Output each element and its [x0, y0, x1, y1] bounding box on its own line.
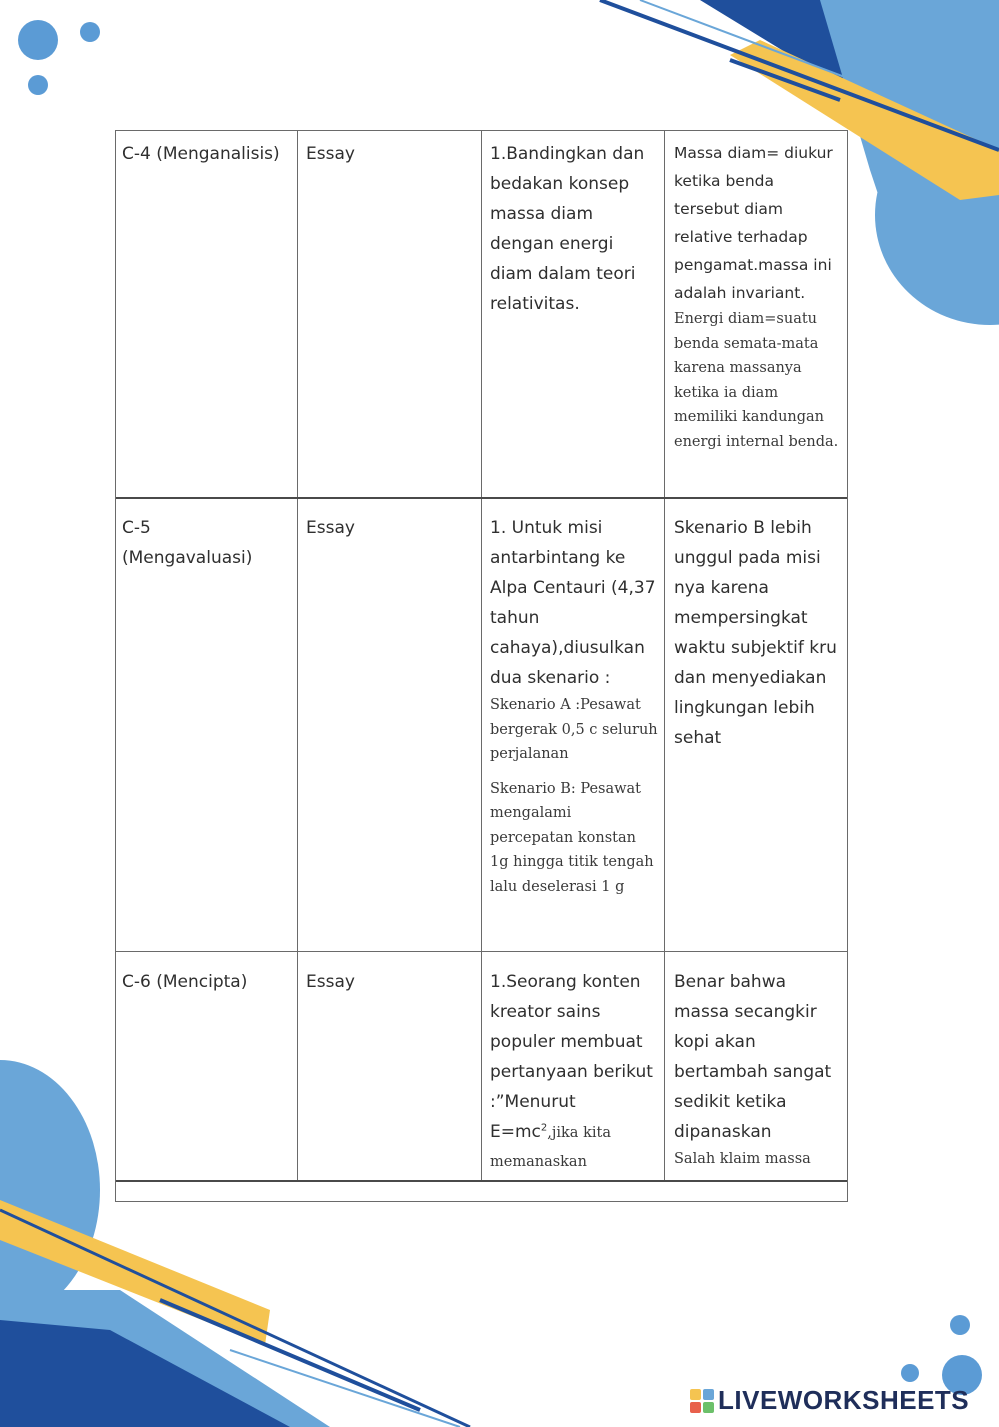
logo-text: LIVEWORKSHEETS	[718, 1385, 970, 1415]
decor-bottom-left-bubble	[0, 1060, 100, 1320]
row-divider	[116, 1180, 847, 1182]
level-cell: C-4 (Menganalisis)	[122, 144, 280, 164]
answer-cell: Skenario B lebih unggul pada misi nya karena mempersingkat waktu subjektif kru dan menyediakan lingkungan lebih sehat	[674, 518, 837, 748]
answer-rest-mass: Massa diam= diukur ketika benda tersebut diam relative terhadap pengamat.massa ini adalah invariant.	[674, 144, 833, 302]
question-cell	[490, 513, 658, 899]
question-serif-fragment: ,jika kita	[547, 1125, 611, 1141]
scenario-b: Skenario B: Pesawat mengalami percepatan konstan 1g hingga titik tengah lalu deselerasi 1 g	[490, 780, 654, 895]
logo-grid-icon	[690, 1389, 714, 1413]
type-cell: Essay	[306, 518, 355, 538]
answer-false-part: Salah klaim massa	[674, 1151, 811, 1167]
question-text: 1.Seorang konten kreator sains populer membuat pertanyaan berikut :”Menurut E=mc	[490, 972, 653, 1142]
question-text: 1. Untuk misi antarbintang ke Alpa Centauri (4,37 tahun cahaya),diusulkan dua skenario :	[490, 518, 656, 688]
decor-dot-large	[18, 20, 58, 60]
level-cell: C-6 (Mencipta)	[122, 972, 248, 992]
table-row	[116, 953, 847, 1179]
liveworksheets-logo[interactable]	[690, 1385, 969, 1416]
table-row	[116, 499, 847, 951]
table-row	[116, 131, 847, 497]
answer-rest-energy: Energi diam=suatu benda semata-mata karena massanya ketika ia diam memiliki kandungan energi internal benda.	[674, 311, 839, 450]
question-serif-continuation: memanaskan	[490, 1154, 587, 1170]
question-cell	[490, 967, 658, 1177]
decor-dot-small	[901, 1364, 919, 1382]
decor-dot-small	[950, 1315, 970, 1335]
decor-dot-small	[28, 75, 48, 95]
assessment-table	[115, 130, 848, 1202]
type-cell: Essay	[306, 972, 355, 992]
answer-cell	[674, 967, 842, 1172]
level-cell	[122, 513, 294, 573]
decor-dot-small	[80, 22, 100, 42]
level-code: C-5	[122, 518, 151, 538]
answer-true-part: Benar bahwa massa secangkir kopi akan bertambah sangat sedikit ketika dipanaskan	[674, 972, 832, 1142]
scenario-a: Skenario A :Pesawat bergerak 0,5 c seluruh perjalanan	[490, 697, 658, 762]
row-divider	[116, 951, 847, 952]
answer-cell	[674, 139, 842, 454]
type-cell: Essay	[306, 144, 355, 164]
level-label: (Mengavaluasi)	[122, 548, 253, 568]
question-cell: 1.Bandingkan dan bedakan konsep massa diam dengan energi diam dalam teori relativitas.	[490, 144, 645, 314]
exponent: 2	[540, 1122, 548, 1134]
